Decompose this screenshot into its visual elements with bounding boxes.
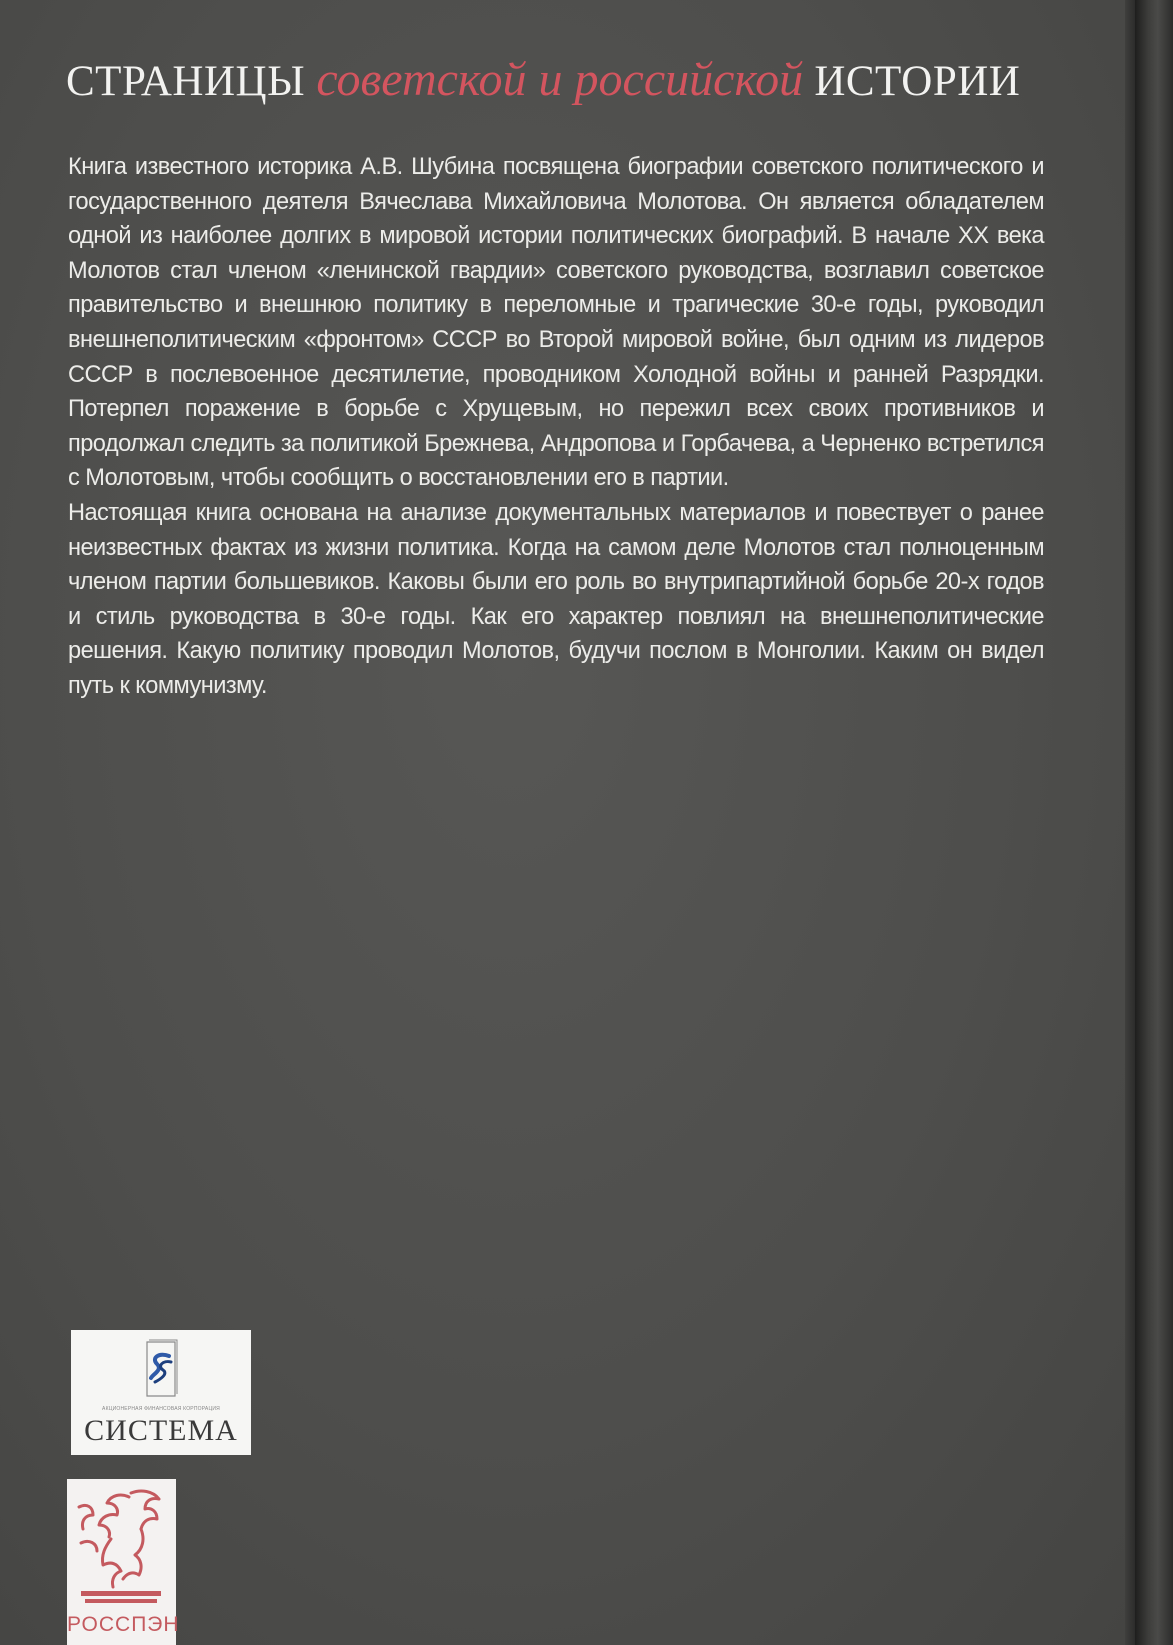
sistema-name: СИСТЕМА xyxy=(84,1414,238,1447)
rosspen-name: РОССПЭН xyxy=(67,1613,180,1636)
series-title-word-left: СТРАНИЦЫ xyxy=(66,58,306,105)
series-title-accent: советской и российской xyxy=(316,53,804,106)
annotation-paragraph-1: Книга известного историка А.В. Шубина посвящена биографии советского политического и государственного деятеля Вячеслава Михайловича Молотова. Он является обладателем одной из наиболее долгих в мировой истории политических биографий. В начале XX века Молотов стал членом «ленинской гвардии» советского руководства, возглавил советское правительство и внешнюю политику в переломные и трагические 30-е годы, руководил внешнеполитическим «фронтом» СССР во Второй мировой войне, был одним из лидеров СССР в послевоенное десятилетие, проводником Холодной войны и ранней Разрядки. Потерпел поражение в борьбе с Хрущевым, но пережил всех своих противников и продолжал следить за политикой Брежнева, Андропова и Горбачева, а Черненко встретился с Молотовым, чтобы сообщить о восстановлении его в партии. xyxy=(68,154,1044,492)
book-annotation xyxy=(68,150,1044,704)
sistema-subtitle: АКЦИОНЕРНАЯ ФИНАНСОВАЯ КОРПОРАЦИЯ xyxy=(102,1406,220,1412)
sistema-emblem-icon xyxy=(139,1338,183,1400)
series-title-word-right: ИСТОРИИ xyxy=(814,58,1021,105)
annotation-paragraph-2: Настоящая книга основана на анализе документальных материалов и повествует о ранее неизвестных фактах из жизни политика. Когда на самом деле Молотов стал полноценным членом партии большевиков. Каковы были его роль во внутрипартийной борьбе 20-х годов и стиль руководства в 30-е годы. Как его характер повлиял на внешнеполитические решения. Какую политику проводил Молотов, будучи послом в Монголии. Каким он видел путь к коммунизму. xyxy=(68,499,1044,699)
griffin-emblem-icon xyxy=(71,1483,171,1611)
book-spine-edge xyxy=(1135,0,1173,1645)
rosspen-logo xyxy=(67,1479,180,1645)
cover-hinge xyxy=(1125,0,1135,1645)
sistema-logo xyxy=(71,1330,251,1455)
series-title xyxy=(66,52,1066,107)
